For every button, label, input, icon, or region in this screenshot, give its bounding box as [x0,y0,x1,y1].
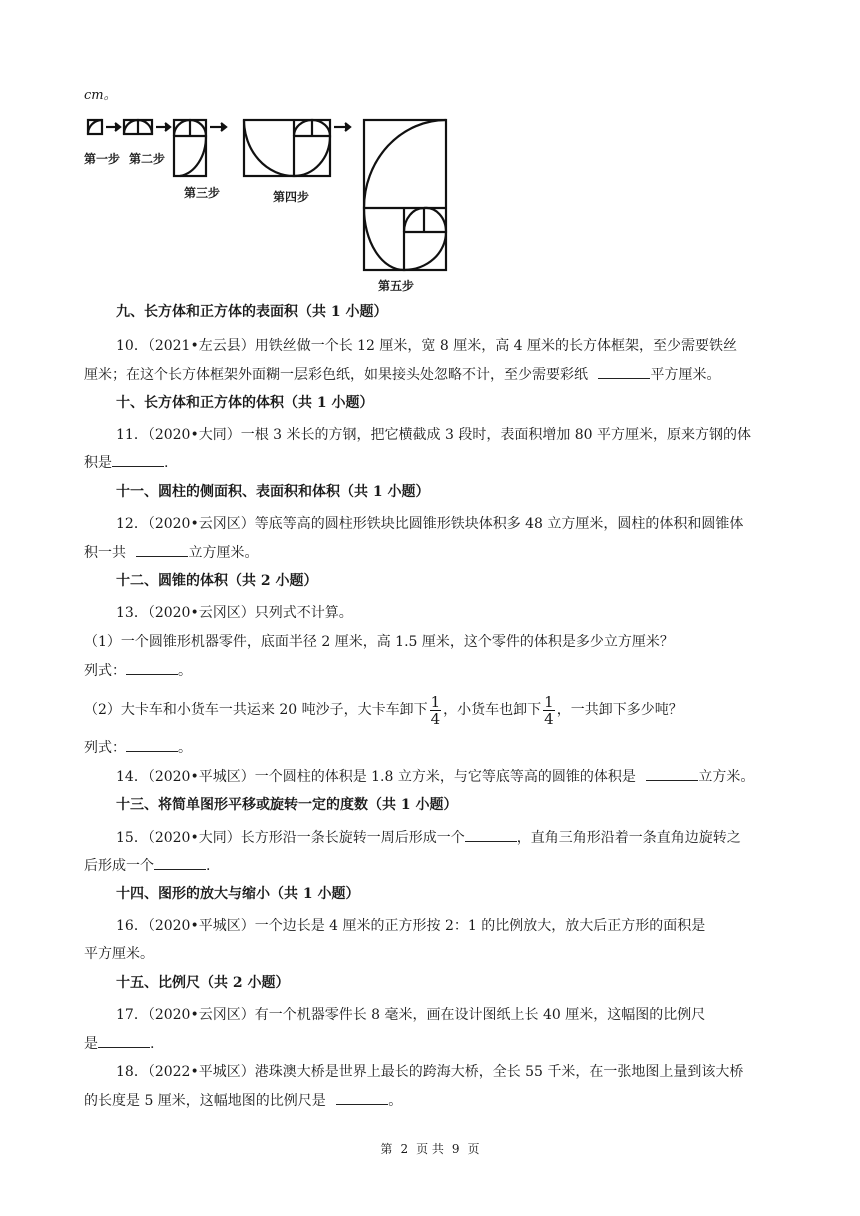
formula-label: 列式： [84,740,126,756]
footer-prefix: 第 [380,1142,393,1156]
question-18-line-1: 18．（2022•平城区）港珠澳大桥是世界上最长的跨海大桥，全长 55 千米，在一张地图上量到该大桥 [116,1064,744,1080]
question-10-line-1: 10．（2021•左云县）用铁丝做一个长 12 厘米，宽 8 厘米，高 4 厘米的长方体框架，至少需要铁丝 [116,338,738,354]
question-14 [116,766,754,787]
answer-blank[interactable] [126,737,178,752]
answer-blank[interactable] [98,1033,150,1048]
question-11-line-2 [84,452,168,473]
question-10-text: 厘米；在这个长方体框架外面糊一层彩色纸，如果接头处忽略不计，至少需要彩纸 [84,367,588,383]
punctuation: 。 [178,663,192,679]
part-2-text-end: ，一共卸下多少吨？ [556,702,683,718]
unit-text: 立方厘米。 [188,545,259,561]
question-13-part-1: （1）一个圆锥形机器零件，底面半径 2 厘米，高 1.5 厘米，这个零件的体积是多少立方厘米？ [84,634,674,650]
answer-blank[interactable] [154,855,206,870]
answer-blank[interactable] [598,364,650,379]
question-16-line-1: 16．（2020•平城区）一个边长是 4 厘米的正方形按 2：1 的比例放大，放大后正方形的面积是 [116,918,706,934]
part-2-text: （2）大卡车和小货车一共运来 20 吨沙子，大卡车卸下 [84,702,428,718]
section-heading-14: 十四、图形的放大与缩小（共 1 小题） [116,886,360,902]
answer-blank[interactable] [126,660,178,675]
fraction-one-quarter [543,694,555,727]
section-heading-10: 十、长方体和正方体的体积（共 1 小题） [116,395,374,411]
fraction-denominator: 4 [430,709,441,728]
step-label-4: 第四步 [273,190,310,204]
section-heading-13: 十三、将简单图形平移或旋转一定的度数（共 1 小题） [116,797,458,813]
question-18-line-2 [84,1090,402,1111]
question-15-text: 15．（2020•大同）长方形沿一条长旋转一周后形成一个 [116,830,465,846]
footer-total-pages: 9 [451,1142,460,1156]
question-15-line-1 [116,827,741,848]
question-16-line-2: 平方厘米。 [84,946,154,962]
section-heading-15: 十五、比例尺（共 2 小题） [116,975,290,991]
footer-page-number: 2 [400,1142,409,1156]
answer-blank[interactable] [465,827,517,842]
punctuation: . [206,858,211,874]
question-15-text-end: 后形成一个 [84,858,154,874]
question-13-answer-2 [84,737,192,758]
question-17-line-1: 17．（2020•云冈区）有一个机器零件长 8 毫米，画在设计图纸上长 40 厘米，这幅图的比例尺 [116,1007,706,1023]
footer-suffix: 页 [467,1142,480,1156]
question-13-part-2 [84,690,683,730]
footer-mid: 页 共 [416,1142,444,1156]
fraction-numerator: 1 [544,692,554,711]
question-15-text-cont: ，直角三角形沿着一条直角边旋转之 [516,830,741,846]
answer-blank[interactable] [136,542,188,557]
spiral-construction-figure [84,108,454,298]
part-2-text-mid: ，小货车也卸下 [443,702,542,718]
answer-blank[interactable] [336,1090,388,1105]
question-13-intro: 13．（2020•云冈区）只列式不计算。 [116,605,353,621]
unit-text: 平方厘米。 [650,367,721,383]
unit-text: 立方米。 [698,769,755,785]
step-label-2: 第二步 [129,152,166,166]
step-label-1: 第一步 [84,152,121,166]
question-11-line-1: 11．（2020•大同）一根 3 米长的方钢，把它横截成 3 段时，表面积增加 80 平方厘米，原来方钢的体 [116,427,752,443]
section-heading-11: 十一、圆柱的侧面积、表面积和体积（共 1 小题） [116,484,430,500]
fraction-one-quarter [430,694,442,727]
punctuation: . [150,1036,155,1052]
question-17-line-2 [84,1033,154,1054]
unit-fragment: cm。 [84,88,117,103]
punctuation: 。 [178,740,192,756]
question-15-line-2 [84,855,210,876]
section-heading-9: 九、长方体和正方体的表面积（共 1 小题） [116,304,388,320]
question-11-text: 积是 [84,455,112,471]
question-17-text: 是 [84,1036,98,1052]
question-10-line-2 [84,364,720,385]
step-label-3: 第三步 [184,186,221,200]
fraction-numerator: 1 [430,692,441,711]
question-14-text: 14．（2020•平城区）一个圆柱的体积是 1.8 立方米，与它等底等高的圆锥的体积是 [116,769,636,785]
question-18-text: 的长度是 5 厘米，这幅地图的比例尺是 [84,1093,326,1109]
question-13-answer-1 [84,660,192,681]
section-heading-12: 十二、圆锥的体积（共 2 小题） [116,573,318,589]
page-footer [0,1140,860,1157]
question-12-text: 积一共 [84,545,126,561]
formula-label: 列式： [84,663,126,679]
question-12-line-1: 12．（2020•云冈区）等底等高的圆柱形铁块比圆锥形铁块体积多 48 立方厘米，圆柱的体积和圆锥体 [116,516,744,532]
answer-blank[interactable] [646,766,698,781]
punctuation: 。 [388,1093,403,1109]
fraction-denominator: 4 [544,709,554,728]
punctuation: . [164,455,169,471]
step-label-5: 第五步 [378,279,415,293]
question-12-line-2 [84,542,258,563]
answer-blank[interactable] [112,452,164,467]
